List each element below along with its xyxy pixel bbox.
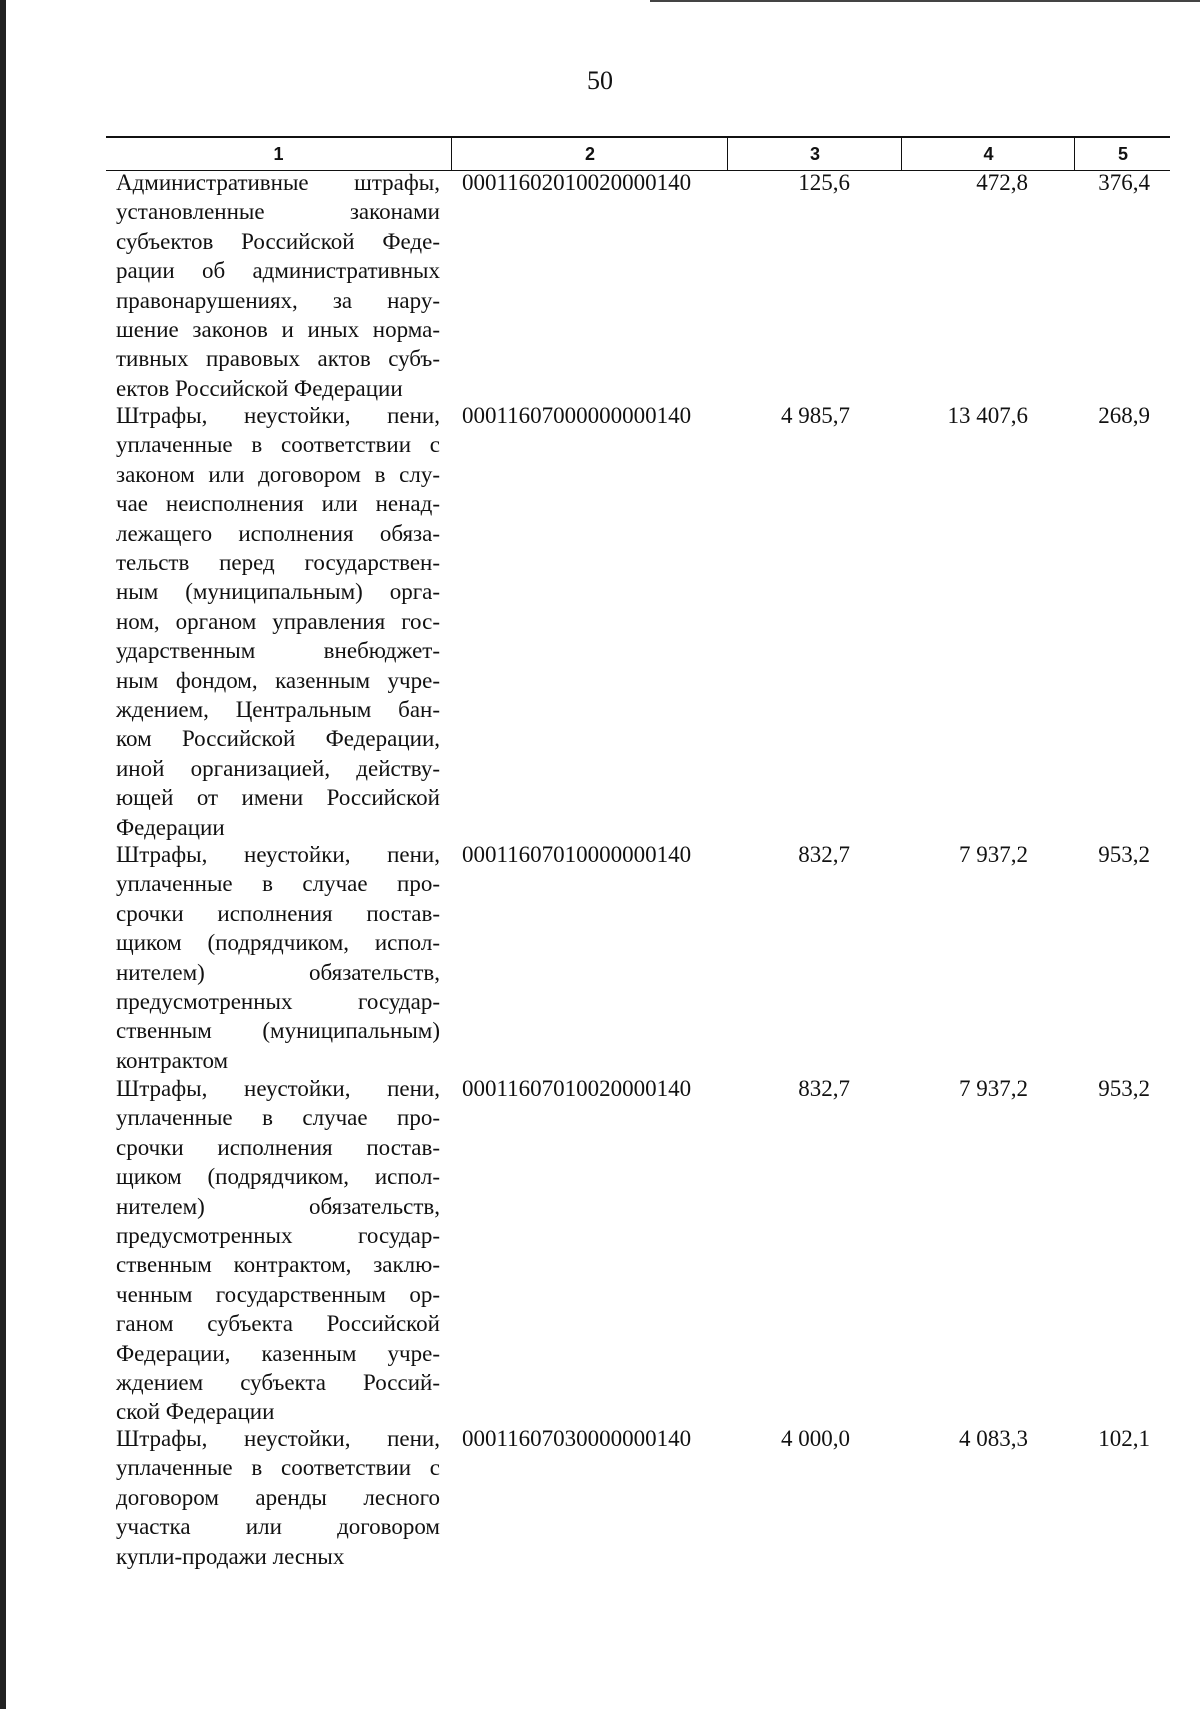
description-line: ждением субъекта Россий- — [116, 1370, 440, 1396]
description-line: установленные законами — [116, 199, 440, 225]
scan-edge-left — [0, 0, 6, 1709]
description-line: уплаченные в случае про- — [116, 1105, 440, 1131]
description-line: ным фондом, казенным учре- — [116, 667, 440, 693]
description-line: ком Российской Федерации, — [116, 726, 440, 752]
row-value-col4: 7 937,2 — [959, 842, 1028, 867]
description-line: субъектов Российской Феде- — [116, 228, 440, 254]
row-description — [116, 1074, 440, 1427]
description-line: предусмотренных государ- — [116, 989, 440, 1015]
row-value-col5: 102,1 — [1098, 1426, 1150, 1451]
description-line: срочки исполнения постав- — [116, 1134, 440, 1160]
row-value-col5: 953,2 — [1098, 842, 1150, 867]
description-line: ударственным внебюджет- — [116, 638, 440, 664]
description-line: ном, органом управления гос- — [116, 608, 440, 634]
description-line: законом или договором в слу- — [116, 461, 440, 487]
description-line: щиком (подрядчиком, испол- — [116, 1164, 440, 1190]
row-description — [116, 1424, 440, 1571]
row-description — [116, 401, 440, 842]
description-line: Административные штрафы, — [116, 170, 440, 195]
row-value-col3: 4 985,7 — [781, 403, 850, 428]
description-line: срочки исполнения постав- — [116, 900, 440, 926]
description-line: нителем) обязательств, — [116, 959, 440, 985]
row-value-col3: 4 000,0 — [781, 1426, 850, 1451]
row-value-col4: 13 407,6 — [947, 403, 1028, 428]
column-header-4: 4 — [901, 138, 1075, 170]
column-header-2: 2 — [451, 138, 728, 170]
description-line: лежащего исполнения обяза- — [116, 520, 440, 546]
description-line: ской Федерации — [116, 1399, 275, 1425]
row-value-col4: 4 083,3 — [959, 1426, 1028, 1451]
row-code: 00011607000000000140 — [462, 403, 692, 428]
description-line: ганом субъекта Российской — [116, 1311, 440, 1337]
description-line: ектов Российской Федерации — [116, 375, 403, 401]
column-header-3: 3 — [727, 138, 902, 170]
description-line: договором аренды лесного — [116, 1484, 440, 1510]
description-line: участка или договором — [116, 1514, 440, 1540]
description-line: правонарушениях, за нару- — [116, 287, 440, 313]
description-line: купли-продажи лесных — [116, 1543, 345, 1569]
row-value-col3: 832,7 — [798, 1076, 850, 1101]
page-number: 50 — [587, 66, 613, 95]
description-line: Штрафы, неустойки, пени, — [116, 1426, 440, 1451]
description-line: Штрафы, неустойки, пени, — [116, 1076, 440, 1101]
description-line: щиком (подрядчиком, испол- — [116, 930, 440, 956]
row-value-col5: 268,9 — [1098, 403, 1150, 428]
row-value-col3: 832,7 — [798, 842, 850, 867]
description-line: ченным государственным ор- — [116, 1281, 440, 1307]
description-line: Штрафы, неустойки, пени, — [116, 842, 440, 867]
description-line: ждением, Центральным бан- — [116, 697, 440, 723]
row-code: 00011607010020000140 — [462, 1076, 692, 1101]
description-line: Штрафы, неустойки, пени, — [116, 403, 440, 428]
row-value-col5: 953,2 — [1098, 1076, 1150, 1101]
description-line: шение законов и иных норма- — [116, 317, 440, 343]
description-line: нителем) обязательств, — [116, 1193, 440, 1219]
description-line: контрактом — [116, 1047, 229, 1073]
row-code: 00011607010000000140 — [462, 842, 692, 867]
row-description — [116, 840, 440, 1075]
description-line: предусмотренных государ- — [116, 1223, 440, 1249]
row-value-col4: 472,8 — [976, 170, 1028, 195]
scan-edge-top — [650, 0, 1200, 2]
column-header-5: 5 — [1074, 138, 1171, 170]
row-code: 00011607030000000140 — [462, 1426, 692, 1451]
description-line: ственным (муниципальным) — [116, 1018, 440, 1044]
description-line: ственным контрактом, заклю- — [116, 1252, 440, 1278]
description-line: Федерации, казенным учре- — [116, 1340, 440, 1366]
description-line: ным (муниципальным) орга- — [116, 579, 440, 605]
row-value-col3: 125,6 — [798, 170, 850, 195]
table-header-row — [106, 136, 1170, 171]
row-value-col5: 376,4 — [1098, 170, 1150, 195]
description-line: иной организацией, действу- — [116, 755, 440, 781]
description-line: рации об административных — [116, 258, 440, 284]
description-line: ющей от имени Российской — [116, 785, 440, 811]
description-line: тельств перед государствен- — [116, 550, 440, 576]
description-line: уплаченные в случае про- — [116, 871, 440, 897]
description-line: тивных правовых актов субъ- — [116, 346, 440, 372]
column-header-1: 1 — [273, 144, 284, 164]
description-line: чае неисполнения или ненад- — [116, 491, 440, 517]
description-line: уплаченные в соответствии с — [116, 432, 440, 458]
row-code: 00011602010020000140 — [462, 170, 692, 195]
description-line: Федерации — [116, 814, 225, 840]
description-line: уплаченные в соответствии с — [116, 1455, 440, 1481]
row-value-col4: 7 937,2 — [959, 1076, 1028, 1101]
row-description — [116, 168, 440, 403]
